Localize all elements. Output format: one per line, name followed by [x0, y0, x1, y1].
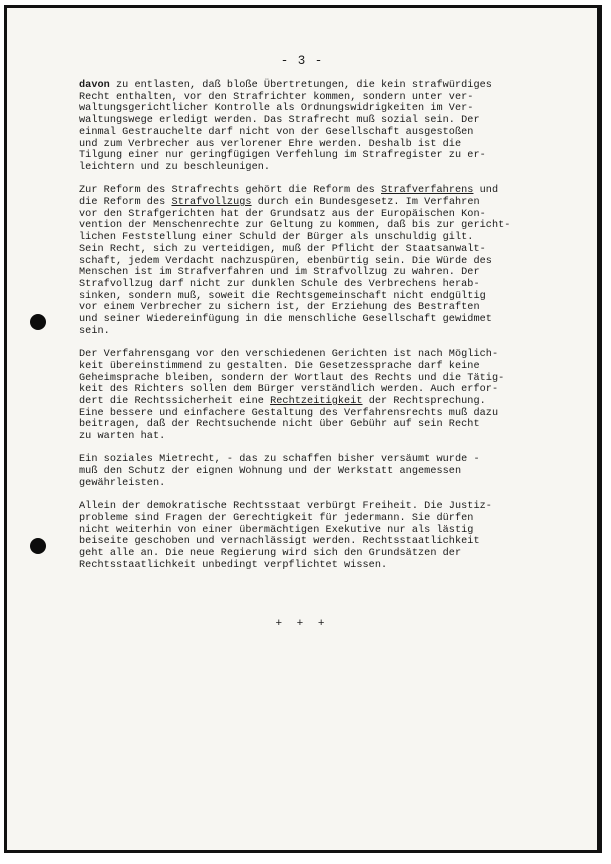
text-line: schaft, jedem Verdacht nachzuspüren, ebenbürtig sein. Die Würde des: [79, 255, 492, 267]
text-line: nicht weiterhin von einer übermächtigen Exekutive nur als lästig: [79, 524, 474, 536]
underlined-term: Strafverfahrens: [381, 185, 474, 197]
text-line: waltungswege erledigt werden. Das Strafrecht muß sozial sein. Der: [79, 115, 480, 127]
text-line: muß den Schutz der eignen Wohnung und der Werkstatt angemessen: [79, 466, 462, 478]
underlined-term: Strafvollzugs: [171, 197, 252, 209]
text-line: lichen Feststellung einer Schuld der Bürger als unschuldig gilt.: [79, 232, 474, 244]
underlined-term: Rechtzeitigkeit: [270, 395, 363, 407]
text-line: Der Verfahrensgang vor den verschiedenen Gerichten ist nach Möglich-: [79, 349, 499, 361]
text-line: einmal Gestrauchelte darf nicht von der Gesellschaft ausgestoßen: [79, 126, 474, 138]
text-line: beitragen, daß der Rechtsuchende nicht über Gebühr auf sein Recht: [79, 419, 480, 431]
text-line: und seiner Wiedereinfügung in die menschliche Gesellschaft gewidmet: [79, 314, 492, 326]
punch-hole-bottom: [30, 538, 46, 554]
text-fragment: die Reform des: [79, 197, 172, 209]
text-line: geht alle an. Die neue Regierung wird sich den Grundsätzen der: [79, 548, 462, 560]
text-line: leichtern und zu beschleunigen.: [79, 161, 271, 173]
text-line: [79, 197, 559, 209]
punch-hole-top: [30, 314, 46, 330]
text-line: beiseite geschoben und vernachlässigt werden. Rechtsstaatlichkeit: [79, 536, 480, 548]
text-line: Geheimsprache bleiben, sondern der Wortlaut des Rechts und die Tätig-: [79, 372, 505, 384]
text-line: Tilgung einer nur geringfügigen Verfehlung im Strafregister zu er-: [79, 150, 486, 162]
paragraph-tenancy-law: [79, 454, 559, 489]
text-fragment: dert die Rechtssicherheit eine: [79, 395, 271, 407]
text-line: Recht enthalten, vor den Strafrichter kommen, sondern unter ver-: [79, 91, 474, 103]
text-fragment: und: [473, 185, 499, 197]
paragraph-court-procedure: [79, 349, 559, 443]
text-fragment: zu entlasten, daß bloße Übertretungen, die kein strafwürdiges: [109, 80, 492, 91]
paragraph-rule-of-law: [79, 501, 559, 571]
paragraph-decriminalization: [79, 80, 559, 174]
text-line: [79, 185, 559, 197]
text-line: Sein Recht, sich zu verteidigen, muß der Pflicht der Staatsanwalt-: [79, 243, 486, 255]
text-fragment: davon: [79, 80, 110, 91]
document-page: [4, 5, 602, 853]
text-line: Allein der demokratische Rechtsstaat verbürgt Freiheit. Die Justiz-: [79, 501, 492, 513]
text-line: Ein soziales Mietrecht, - das zu schaffen bisher versäumt wurde -: [79, 454, 480, 466]
text-line: Menschen ist im Strafverfahren und im Strafvollzug zu wahren. Der: [79, 267, 480, 279]
text-line: Eine bessere und einfachere Gestaltung des Verfahrensrechts muß dazu: [79, 407, 499, 419]
text-line: gewährleisten.: [79, 477, 166, 489]
text-line: vention der Menschenrechte zur Geltung zu kommen, daß bis zur gericht-: [79, 220, 511, 232]
text-line: [79, 80, 559, 92]
text-line: waltungsgerichtlicher Kontrolle als Ordnungswidrigkeiten im Ver-: [79, 103, 474, 115]
text-line: keit des Richters sollen dem Bürger verständlich werden. Auch erfor-: [79, 384, 499, 396]
document-body: [79, 80, 559, 583]
text-line: [79, 396, 559, 408]
text-line: keit übereinstimmend zu gestalten. Die Gesetzessprache darf keine: [79, 360, 480, 372]
text-line: sein.: [79, 325, 110, 337]
text-fragment: durch ein Bundesgesetz. Im Verfahren: [251, 197, 480, 209]
text-fragment: der Rechtsprechung.: [362, 395, 486, 407]
text-line: und zum Verbrecher aus verlorener Ehre werden. Deshalb ist die: [79, 138, 462, 150]
end-mark: + + +: [275, 618, 329, 630]
page-number: - 3 -: [280, 54, 324, 68]
text-line: probleme sind Fragen der Gerechtigkeit für jedermann. Sie dürfen: [79, 512, 474, 524]
text-line: Rechtsstaatlichkeit unbedingt verpflichtet wissen.: [79, 559, 388, 571]
text-line: vor den Strafgerichten hat der Grundsatz aus der Europäischen Kon-: [79, 208, 486, 220]
text-line: Strafvollzug darf nicht zur dunklen Schule des Verbrechens herab-: [79, 278, 480, 290]
paragraph-criminal-procedure: [79, 185, 559, 337]
text-fragment: Zur Reform des Strafrechts gehört die Reform des: [79, 185, 382, 197]
text-line: zu warten hat.: [79, 431, 166, 443]
text-line: sinken, sondern muß, soweit die Rechtsgemeinschaft nicht endgültig: [79, 290, 486, 302]
text-line: vor einem Verbrecher zu sichern ist, der Erziehung des Bestraften: [79, 302, 480, 314]
